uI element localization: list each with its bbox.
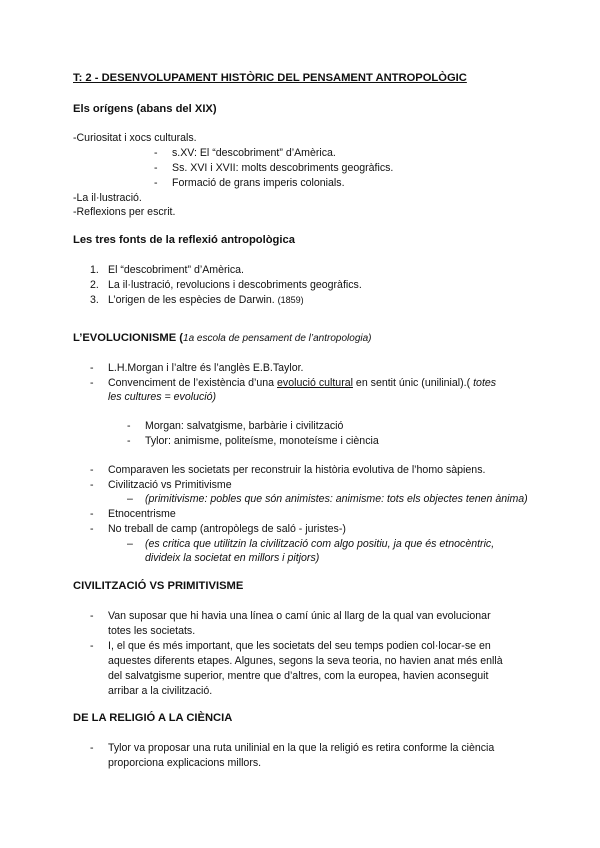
- bullet-marker: -: [90, 508, 94, 520]
- section-heading-religion-science: DE LA RELIGIÓ A LA CIÈNCIA: [73, 712, 233, 724]
- evolutionism-item-continued: les cultures = evolució): [108, 391, 217, 403]
- page-title: T: 2 - DESENVOLUPAMENT HISTÒRIC DEL PENSAMENT ANTROPOLÒGIC: [73, 72, 467, 84]
- list-number: 1.: [90, 264, 99, 276]
- paragraph-line: proporciona explicacions millors.: [108, 757, 262, 769]
- paragraph-line: del salvatgisme superior, mentre que d’altres, com la europea, havien aconseguit: [108, 670, 489, 682]
- origins-line-curiosity: -Curiositat i xocs culturals.: [73, 132, 197, 144]
- heading-note: 1a escola de pensament de l’antropologia): [183, 333, 372, 344]
- bullet-marker: -: [154, 162, 158, 174]
- item-italic-text: totes: [473, 377, 497, 389]
- bullet-marker: -: [90, 464, 94, 476]
- bullet-marker: –: [127, 538, 133, 550]
- heading-text: L’EVOLUCIONISME (: [73, 332, 184, 344]
- origins-sub-item: Formació de grans imperis colonials.: [172, 177, 345, 189]
- list-number: 3.: [90, 294, 99, 306]
- bullet-marker: -: [90, 610, 94, 622]
- bullet-marker: -: [90, 479, 94, 491]
- evolutionism-sub-item-continued: divideix la societat en millors i pitjors): [145, 552, 320, 564]
- paragraph-line: arribar a la civilització.: [108, 685, 213, 697]
- section-heading-evolutionism: [73, 332, 372, 345]
- bullet-marker: -: [154, 147, 158, 159]
- bullet-marker: –: [127, 493, 133, 505]
- evolutionism-item: Etnocentrisme: [108, 508, 176, 520]
- bullet-marker: -: [90, 640, 94, 652]
- section-heading-three-sources: Les tres fonts de la reflexió antropològica: [73, 234, 295, 246]
- evolutionism-sub-item: Morgan: salvatgisme, barbàrie i civilització: [145, 420, 344, 432]
- evolutionism-item: L.H.Morgan i l’altre és l’anglès E.B.Taylor.: [108, 362, 304, 374]
- bullet-marker: -: [90, 523, 94, 535]
- bullet-marker: -: [90, 742, 94, 754]
- item-text: Convenciment de l’existència d’una: [108, 377, 278, 389]
- paragraph-line: Van suposar que hi havia una línea o camí únic al llarg de la qual van evolucionar: [108, 610, 491, 622]
- list-item: [108, 294, 304, 306]
- paragraph-line: I, el que és més important, que les societats del seu temps podien col·locar-se en: [108, 640, 491, 652]
- bullet-marker: -: [154, 177, 158, 189]
- section-heading-origins: Els orígens (abans del XIX): [73, 103, 217, 115]
- evolutionism-item: Comparaven les societats per reconstruir la història evolutiva de l’homo sàpiens.: [108, 464, 486, 476]
- list-item: El “descobriment” d’Amèrica.: [108, 264, 244, 276]
- paragraph-line: aquestes diferents etapes. Algunes, segons la seva teoria, no havien anat més enllà: [108, 655, 503, 667]
- evolutionism-item: [108, 377, 496, 389]
- list-item-year: (1859): [277, 295, 304, 305]
- bullet-marker: -: [90, 377, 94, 389]
- list-item: La il·lustració, revolucions i descobriments geogràfics.: [108, 279, 362, 291]
- origins-line-illustration: -La il·lustració.: [73, 192, 142, 204]
- origins-line-reflections: -Reflexions per escrit.: [73, 206, 176, 218]
- bullet-marker: -: [127, 435, 131, 447]
- evolutionism-sub-item: (es critica que utilitzin la civilització com algo positiu, ja que és etnocèntric,: [145, 538, 495, 550]
- list-item-text: L’origen de les espècies de Darwin.: [108, 294, 275, 306]
- item-underlined-text: evolució cultural: [277, 377, 353, 389]
- origins-sub-item: s.XV: El “descobriment” d’Amèrica.: [172, 147, 336, 159]
- paragraph-line: Tylor va proposar una ruta unilinial en la que la religió es retira conforme la ciència: [108, 742, 495, 754]
- evolutionism-item: No treball de camp (antropòlegs de saló - juristes-): [108, 523, 346, 535]
- bullet-marker: -: [90, 362, 94, 374]
- evolutionism-sub-item: (primitivisme: pobles que són animistes: animisme: tots els objectes tenen ànima): [145, 493, 528, 505]
- item-text: en sentit únic (unilinial).(: [352, 377, 474, 389]
- bullet-marker: -: [127, 420, 131, 432]
- evolutionism-item: Civilització vs Primitivisme: [108, 479, 232, 491]
- origins-sub-item: Ss. XVI i XVII: molts descobriments geogràfics.: [172, 162, 394, 174]
- evolutionism-sub-item: Tylor: animisme, politeísme, monoteísme i ciència: [145, 435, 379, 447]
- list-number: 2.: [90, 279, 99, 291]
- paragraph-line: totes les societats.: [108, 625, 196, 637]
- section-heading-civilization: CIVILITZACIÓ VS PRIMITIVISME: [73, 580, 244, 592]
